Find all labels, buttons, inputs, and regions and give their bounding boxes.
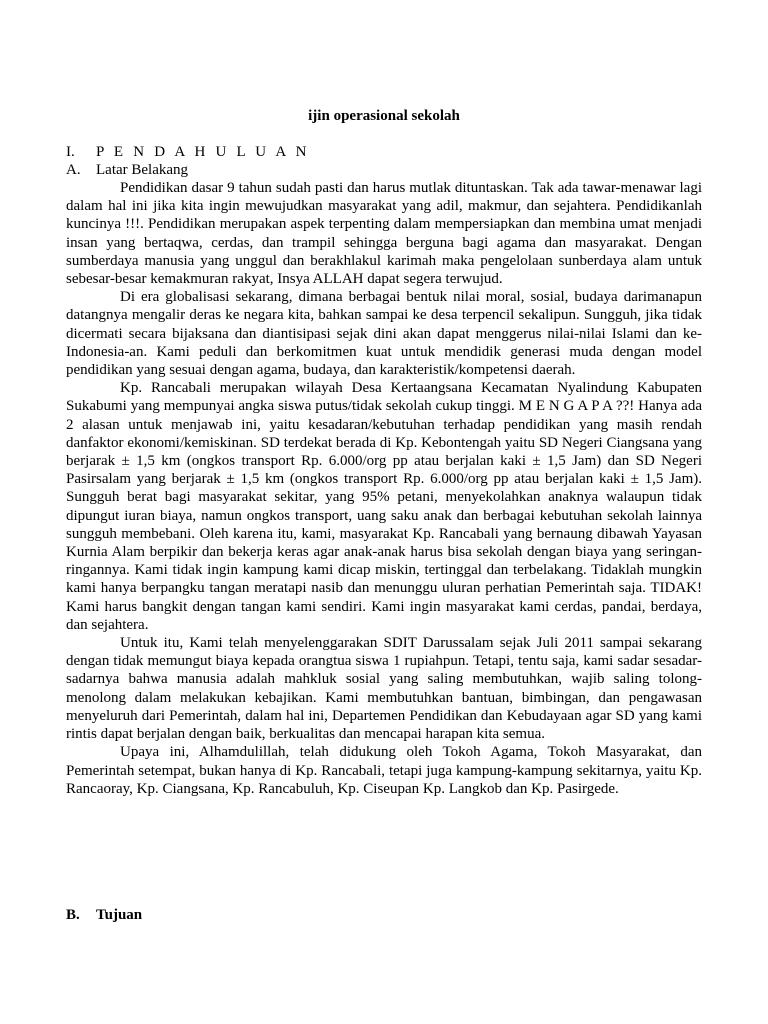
- subsection-title: Tujuan: [96, 907, 143, 923]
- subsection-number: B.: [66, 907, 80, 923]
- section-heading-pendahuluan: [66, 143, 310, 161]
- subsection-heading-tujuan: [66, 906, 142, 924]
- section-number: I.: [66, 144, 75, 160]
- subsection-heading-latar-belakang: [66, 161, 188, 179]
- subsection-number: A.: [66, 162, 81, 178]
- paragraph: Kp. Rancabali merupakan wilayah Desa Kertaangsana Kecamatan Nyalindung Kabupaten Sukabumi yang mempunyai angka siswa putus/tidak sekolah cukup tinggi. M E N G A P A ??! Hanya ada 2 alasan untuk menjawab ini, yaitu kesadaran/kebutuhan terhadap pendidikan yang masih rendah danfaktor ekonomi/kemiskinan. SD terdekat berada di Kp. Kebontengah yaitu SD Negeri Ciangsana yang berjarak ± 1,5 km (ongkos transport Rp. 6.000/org pp atau berjalan kaki ± 1,5 Jam) dan SD Negeri Pasirsalam yang berjarak ± 1,5 km (ongkos transport Rp. 6.000/org pp atau berjalan kaki ± 1,5 Jam). Sungguh berat bagi masyarakat sekitar, yang 95% petani, menyekolahkan anaknya walaupun tidak dipungut iuran biaya, namun ongkos transport, uang saku anak dan berbagai kebutuhan sekolah lainnya sungguh membebani. Oleh karena itu, kami, masyarakat Kp. Rancabali yang bernaung dibawah Yayasan Kurnia Alam berpikir dan bekerja keras agar anak-anak harus bisa sekolah dengan biaya yang seringan-ringannya. Kami tidak ingin kampung kami dicap miskin, tertinggal dan terbelakang. Tidaklah mungkin kami hanya berpangku tangan meratapi nasib dan menunggu uluran perhatian Pemerintah saja. TIDAK! Kami harus bangkit dengan tangan kami sendiri. Kami ingin masyarakat kami cerdas, pandai, berdaya, dan sejahtera.: [66, 380, 702, 633]
- section-title: P E N D A H U L U A N: [96, 144, 310, 160]
- document-title: ijin operasional sekolah: [308, 108, 460, 124]
- subsection-title: Latar Belakang: [96, 162, 189, 178]
- body-text: [66, 179, 702, 798]
- paragraph: Upaya ini, Alhamdulillah, telah didukung oleh Tokoh Agama, Tokoh Masyarakat, dan Pemerintah setempat, bukan hanya di Kp. Rancabali, tetapi juga kampung-kampung sekitarnya, yaitu Kp. Rancaoray, Kp. Ciangsana, Kp. Rancabuluh, Kp. Ciseupan Kp. Langkob dan Kp. Pasirgede.: [66, 744, 702, 797]
- paragraph: Pendidikan dasar 9 tahun sudah pasti dan harus mutlak dituntaskan. Tak ada tawar-menawar lagi dalam hal ini jika kita ingin mewujudkan masyarakat yang adil, makmur, dan sejahtera. Pendidikanlah kuncinya !!!. Pendidikan merupakan aspek terpenting dalam mempersiapkan dan membina umat menjadi insan yang bertaqwa, cerdas, dan trampil sehingga berguna bagi agama dan masyarakat. Dengan sumberdaya manusia yang unggul dan berakhlakul karimah maka pengelolaan sunberdaya alam untuk sebesar-besar kemakmuran rakyat, Insya ALLAH dapat segera terwujud.: [66, 180, 702, 288]
- paragraph: Untuk itu, Kami telah menyelenggarakan SDIT Darussalam sejak Juli 2011 sampai sekarang dengan tidak memungut biaya kepada orangtua siswa 1 rupiahpun. Tetapi, tentu saja, kami sadar sesadar-sadarnya bahwa manusia adalah mahkluk sosial yang saling membutuhkan, wajib saling tolong-menolong dalam melakukan kebajikan. Kami membutuhkan bantuan, bimbingan, dan pengawasan menyeluruh dari Pemerintah, dalam hal ini, Departemen Pendidikan dan Kebudayaan agar SD yang kami rintis dapat berjalan dengan baik, berkualitas dan mencapai harapan kita semua.: [66, 635, 702, 743]
- document-page: [66, 0, 702, 1024]
- paragraph: Di era globalisasi sekarang, dimana berbagai bentuk nilai moral, sosial, budaya darimanapun datangnya mengalir deras ke negara kita, bahkan sampai ke desa terpencil sekalipun. Sungguh, jika tidak dicermati secara bijaksana dan diantisipasi sejak dini akan dapat menggerus nilai-nilai Islami dan ke-Indonesia-an. Kami peduli dan berkomitmen kuat untuk mendidik generasi muda dengan model pendidikan yang sesuai dengan agama, budaya, dan karakteristik/kompetensi daerah.: [66, 289, 702, 379]
